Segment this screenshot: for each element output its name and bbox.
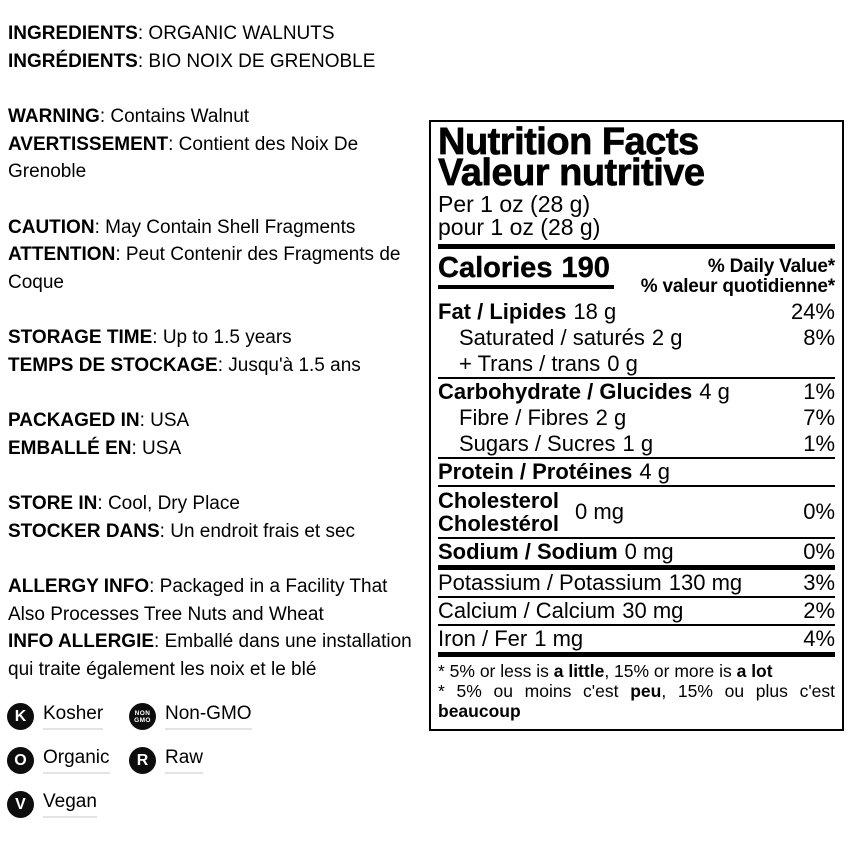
daily-value-header (641, 253, 835, 296)
nutrient-name: Calcium / Calcium (438, 598, 616, 623)
badge-organic (7, 747, 129, 774)
nutrient-dv: 8% (803, 325, 835, 350)
nutrient-name: Potassium / Potassium (438, 570, 662, 595)
divider-thick (438, 244, 835, 249)
field-value: Also Processes Tree Nuts and Wheat (8, 603, 324, 625)
nutrient-name: Sodium / Sodium (438, 539, 618, 564)
field-label: EMBALLÉ EN (8, 437, 132, 459)
nutrient-name-fr: Cholestérol (438, 511, 560, 536)
nutrient-name (438, 489, 559, 535)
badge-label: Non-GMO (165, 703, 252, 730)
nutrient-amount: 0 mg (575, 499, 624, 524)
nutrient-dv: 3% (803, 570, 835, 595)
field-value: Grenoble (8, 161, 87, 182)
field-label: INFO ALLERGIE (8, 631, 155, 652)
daily-value-header-fr: % valeur quotidienne* (640, 275, 835, 297)
nutrient-dv: 1% (803, 379, 835, 404)
field-value: : May Contain Shell Fragments (94, 216, 356, 238)
badge-row (7, 703, 337, 730)
badge-label: Kosher (43, 703, 103, 730)
info-line (8, 490, 428, 518)
field-label: WARNING (8, 106, 100, 127)
nutrient-dv: 1% (803, 431, 835, 456)
info-line (8, 131, 428, 159)
allergy-info-section (8, 573, 428, 683)
nutrient-rows (438, 299, 835, 657)
nutrient-row-potassium (438, 570, 835, 598)
field-value: : USA (139, 410, 190, 431)
field-value: : Packaged in a Facility That (149, 576, 388, 597)
nutrient-amount: 2 g (595, 405, 627, 430)
info-line (8, 241, 428, 269)
info-line (8, 628, 428, 656)
nutrient-name: Fibre / Fibres (459, 405, 589, 430)
nutrient-name: Iron / Fer (438, 626, 528, 651)
nutrient-row-sodium (438, 539, 835, 570)
footnote-fr-line2: beaucoup (438, 701, 521, 721)
storage-time-section (8, 324, 428, 379)
store-in-section (8, 490, 428, 545)
packaged-in-section (8, 407, 428, 462)
field-label: TEMPS DE STOCKAGE (8, 354, 218, 376)
badge-vegan (7, 791, 129, 818)
nutrient-amount: 4 g (639, 459, 670, 484)
field-label: ATTENTION (8, 244, 116, 265)
field-value: : USA (131, 437, 182, 459)
vegan-icon: V (7, 791, 34, 818)
nutrient-dv: 24% (790, 299, 835, 324)
non-gmo-icon (129, 703, 156, 730)
badge-row (7, 747, 337, 774)
non-gmo-icon-text-top: NON (134, 709, 151, 717)
nutrient-dv: 7% (803, 405, 835, 430)
info-line (8, 158, 428, 186)
serving-size-fr: pour 1 oz (28 g) (438, 214, 601, 240)
footnote-text: , 15% or more is (604, 661, 737, 681)
serving-size-en: Per 1 oz (28 g) (438, 191, 591, 217)
footnote (438, 657, 835, 721)
nutrient-amount: 130 mg (668, 570, 743, 595)
nutrient-name: + Trans / trans (459, 351, 601, 376)
nutrition-title-fr: Valeur nutritive (438, 152, 705, 194)
footnote-bold: peu (630, 681, 662, 701)
nutrient-row-saturated (438, 325, 835, 351)
info-line (8, 656, 428, 684)
footnote-bold: a little (553, 661, 605, 681)
nutrient-row-cholesterol (438, 487, 835, 539)
badge-row (7, 791, 337, 818)
info-line (8, 269, 428, 297)
field-value: : Contains Walnut (99, 106, 250, 127)
nutrient-row-trans (438, 351, 835, 379)
kosher-icon: K (7, 703, 34, 730)
nutrient-dv: 4% (803, 626, 835, 651)
nutrient-amount: 30 mg (622, 598, 684, 623)
nutrient-name-en: Cholesterol (438, 488, 560, 513)
organic-icon: O (7, 747, 34, 774)
info-line (8, 48, 428, 76)
field-label: INGREDIENTS (8, 23, 138, 44)
daily-value-header-en: % Daily Value* (707, 256, 835, 277)
nutrient-amount: 0 g (607, 351, 638, 376)
field-value: : Emballé dans une installation (154, 631, 412, 652)
info-line (8, 20, 428, 48)
nutrient-amount: 0 mg (624, 539, 674, 564)
badge-label: Raw (165, 747, 203, 774)
warning-section (8, 103, 428, 186)
field-value: : Contient des Noix De (168, 133, 359, 155)
info-line (8, 214, 428, 242)
nutrient-amount: 18 g (573, 299, 617, 324)
field-value: : Up to 1.5 years (152, 327, 292, 348)
field-value: : Un endroit frais et sec (159, 520, 356, 542)
info-line (8, 518, 428, 546)
footnote-fr-line1 (438, 681, 835, 701)
nutrient-row-sugars (438, 431, 835, 459)
badge-label: Vegan (43, 791, 97, 818)
nutrient-amount: 1 mg (534, 626, 584, 651)
info-line (8, 407, 428, 435)
field-label: INGRÉDIENTS (8, 50, 138, 72)
field-value: qui traite également les noix et le blé (8, 658, 317, 680)
nutrient-row-fat (438, 299, 835, 325)
nutrition-facts-panel (429, 120, 844, 731)
certification-badges (7, 703, 337, 835)
nutrient-dv: 0% (803, 539, 835, 564)
nutrient-name: Sugars / Sucres (459, 431, 616, 456)
field-label: ALLERGY INFO (8, 576, 150, 597)
footnote-text: , 15% ou plus c'est (661, 681, 836, 701)
info-line (8, 103, 428, 131)
calories-label: Calories (438, 252, 553, 284)
field-value: : BIO NOIX DE GRENOBLE (137, 50, 376, 72)
info-line (8, 435, 428, 463)
footnote-bold: a lot (736, 661, 773, 681)
nutrient-name: Carbohydrate / Glucides (438, 379, 693, 404)
badge-label: Organic (43, 747, 110, 774)
badge-non-gmo (129, 703, 252, 730)
info-line (8, 324, 428, 352)
footnote-text: * 5% or less is (438, 661, 554, 681)
ingredients-section (8, 20, 428, 75)
product-info-column (8, 20, 428, 711)
field-value: Coque (8, 271, 64, 293)
field-value: : Peut Contenir des Fragments de (115, 244, 401, 265)
nutrient-name: Fat / Lipides (438, 299, 567, 324)
badge-raw (129, 747, 203, 774)
field-label: STOCKER DANS (8, 520, 160, 542)
field-label: PACKAGED IN (8, 410, 140, 431)
info-line (8, 601, 428, 629)
footnote-en (438, 661, 835, 681)
nutrient-amount: 4 g (699, 379, 730, 404)
nutrient-name: Protein / Protéines (438, 459, 633, 484)
nutrient-name: Saturated / saturés (459, 325, 645, 350)
nutrient-row-protein (438, 459, 835, 487)
info-line (8, 573, 428, 601)
field-label: STORE IN (8, 493, 98, 514)
calories-row (438, 253, 835, 296)
field-value: : ORGANIC WALNUTS (137, 23, 335, 44)
calories (438, 253, 614, 289)
field-value: : Jusqu'à 1.5 ans (217, 354, 361, 376)
nutrient-dv: 0% (803, 499, 835, 524)
nutrient-row-fibre (438, 405, 835, 431)
raw-icon: R (129, 747, 156, 774)
field-label: AVERTISSEMENT (8, 133, 169, 155)
field-label: STORAGE TIME (8, 327, 153, 348)
nutrient-row-iron (438, 626, 835, 657)
nutrient-dv: 2% (803, 598, 835, 623)
nutrient-amount: 2 g (651, 325, 683, 350)
field-label: CAUTION (8, 216, 95, 238)
nutrition-title-en: Nutrition Facts (438, 121, 699, 163)
field-value: : Cool, Dry Place (97, 493, 240, 514)
nutrient-row-calcium (438, 598, 835, 626)
info-line (8, 352, 428, 380)
badge-kosher (7, 703, 129, 730)
non-gmo-icon-text-bottom: GMO (134, 716, 151, 724)
nutrient-row-carbohydrate (438, 379, 835, 405)
caution-section (8, 214, 428, 297)
footnote-text: * 5% ou moins c'est (438, 681, 631, 701)
calories-value: 190 (561, 252, 610, 284)
nutrient-amount: 1 g (622, 431, 654, 456)
